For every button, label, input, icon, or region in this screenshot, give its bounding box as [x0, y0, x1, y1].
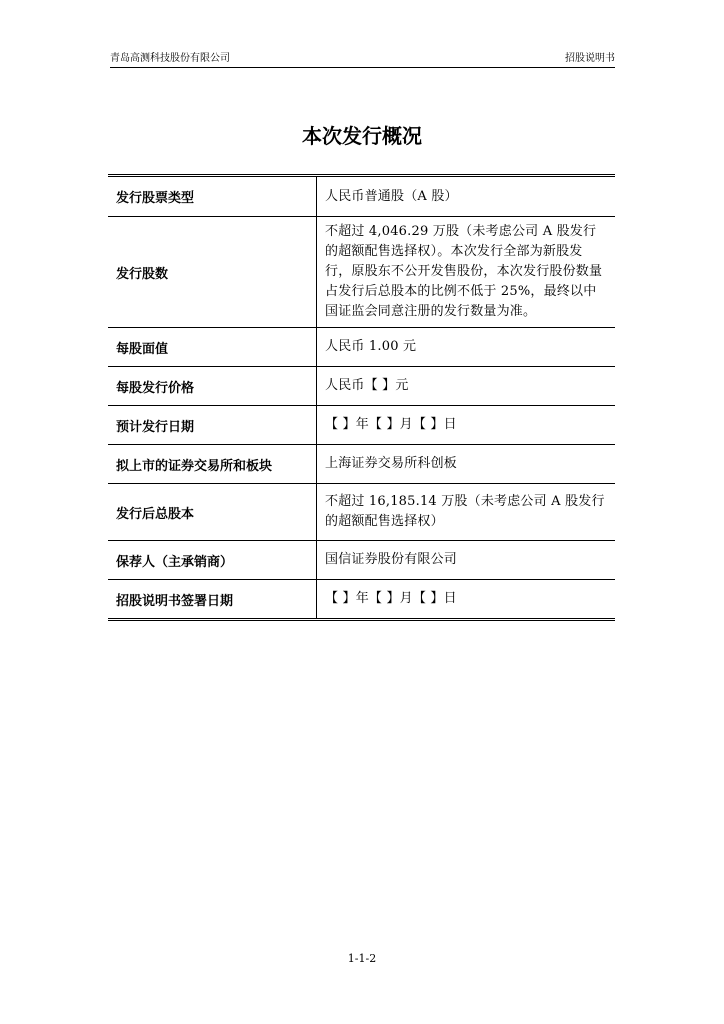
row-value-stock-type: 人民币普通股（A 股） — [317, 176, 616, 217]
row-value-share-count: 不超过 4,046.29 万股（未考虑公司 A 股发行的超额配售选择权）。本次发行全部为新股发行，原股东不公开发售股份，本次发行股份数量占发行后总股本的比例不低于 25%，最终以中国证监会同意注册的发行数量为准。 — [317, 217, 616, 328]
row-label-share-count: 发行股数 — [108, 217, 317, 328]
row-value-signing-date: 【 】年【 】月【 】日 — [325, 591, 457, 606]
row-label-par-value: 每股面值 — [108, 328, 317, 367]
table-row — [108, 217, 615, 328]
table-row — [108, 541, 615, 580]
row-value-issue-date: 【 】年【 】月【 】日 — [317, 406, 616, 445]
row-label-issue-price: 每股发行价格 — [108, 367, 317, 406]
offering-overview-table — [108, 174, 615, 621]
page-number: 1-1-2 — [347, 952, 377, 965]
row-label-signing-date: 招股说明书签署日期 — [108, 580, 317, 620]
table-row — [108, 406, 615, 445]
row-value-par-value: 人民币 1.00 元 — [317, 328, 616, 367]
table-row — [108, 580, 615, 620]
page-header — [110, 53, 615, 68]
table-row — [108, 367, 615, 406]
table-row — [108, 328, 615, 367]
table-row — [108, 445, 615, 484]
row-label-issue-date: 预计发行日期 — [108, 406, 317, 445]
row-label-stock-type: 发行股票类型 — [108, 176, 317, 217]
table-row — [108, 484, 615, 541]
row-value-total-shares: 不超过 16,185.14 万股（未考虑公司 A 股发行的超额配售选择权） — [317, 484, 616, 541]
row-value-sponsor: 国信证券股份有限公司 — [317, 541, 616, 580]
header-company-name: 青岛高测科技股份有限公司 — [110, 53, 230, 64]
page-title: 本次发行概况 — [302, 124, 422, 148]
table-row — [108, 176, 615, 217]
header-document-type: 招股说明书 — [565, 53, 615, 64]
row-value-exchange-board: 上海证券交易所科创板 — [317, 445, 616, 484]
row-label-total-shares: 发行后总股本 — [108, 484, 317, 541]
row-label-exchange-board: 拟上市的证券交易所和板块 — [108, 445, 317, 484]
row-label-sponsor: 保荐人（主承销商） — [108, 541, 317, 580]
row-value-issue-price: 人民币【 】元 — [317, 367, 616, 406]
